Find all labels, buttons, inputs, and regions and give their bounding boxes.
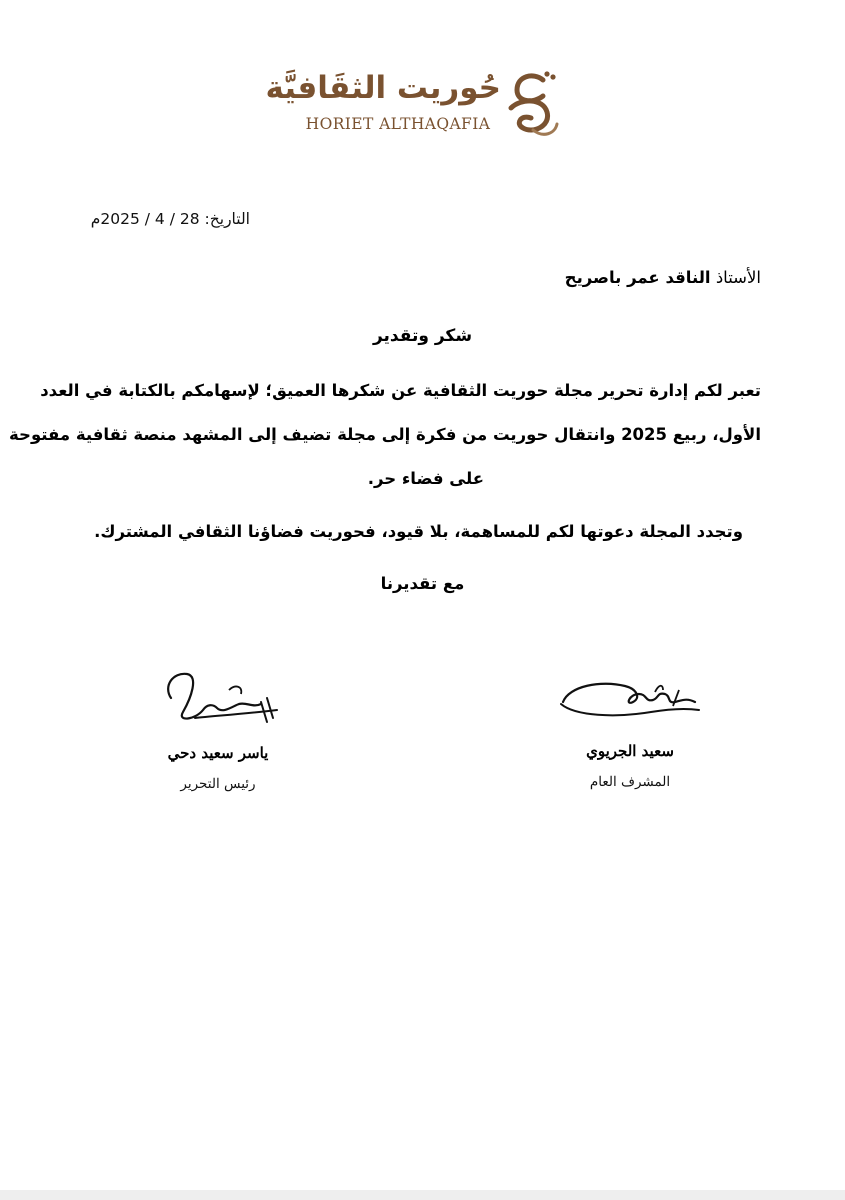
recipient-name: الناقد عمر باصريح xyxy=(564,268,711,287)
signature-block-supervisor xyxy=(550,672,710,790)
body-line-1: تعبر لكم إدارة تحرير مجلة حوريت الثقافية عن شكرها العميق؛ لإسهامكم بالكتابة في العدد xyxy=(40,381,761,400)
letterhead-logo xyxy=(265,62,565,146)
recipient-prefix: الأستاذ xyxy=(715,268,761,287)
body-paragraph-2: وتجدد المجلة دعوتها لكم للمساهمة، بلا قيود، فحوريت فضاؤنا الثقافي المشترك. xyxy=(94,522,743,541)
logo-english-name: HORIET ALTHAQAFIA xyxy=(305,115,491,133)
signer-title-editor: رئيس التحرير xyxy=(180,776,256,792)
signature-block-editor xyxy=(138,668,298,792)
recipient-line xyxy=(565,268,761,287)
logo-calligraphy-icon xyxy=(503,68,561,142)
signer-name-editor: ياسر سعيد دحي xyxy=(167,744,269,762)
signer-name-supervisor: سعيد الجريوي xyxy=(586,742,674,760)
letter-date xyxy=(70,210,250,228)
body-line-3: على فضاء حر. xyxy=(367,469,484,488)
page-bottom-edge xyxy=(0,1190,845,1200)
logo-arabic-name: حُوريت الثقَافيَّة xyxy=(265,70,501,106)
body-line-2: الأول، ربيع 2025 وانتقال حوريت من فكرة إلى مجلة تضيف إلى المشهد منصة ثقافية مفتوحة xyxy=(9,425,761,444)
date-label: التاريخ: xyxy=(204,210,250,228)
closing-line: مع تقديرنا xyxy=(380,574,465,593)
handwritten-signature-editor xyxy=(143,668,293,734)
handwritten-signature-supervisor xyxy=(555,672,705,732)
letter-subject: شكر وتقدير xyxy=(372,326,473,346)
date-value: 28 / 4 / 2025م xyxy=(90,210,200,228)
signer-title-supervisor: المشرف العام xyxy=(589,774,671,790)
